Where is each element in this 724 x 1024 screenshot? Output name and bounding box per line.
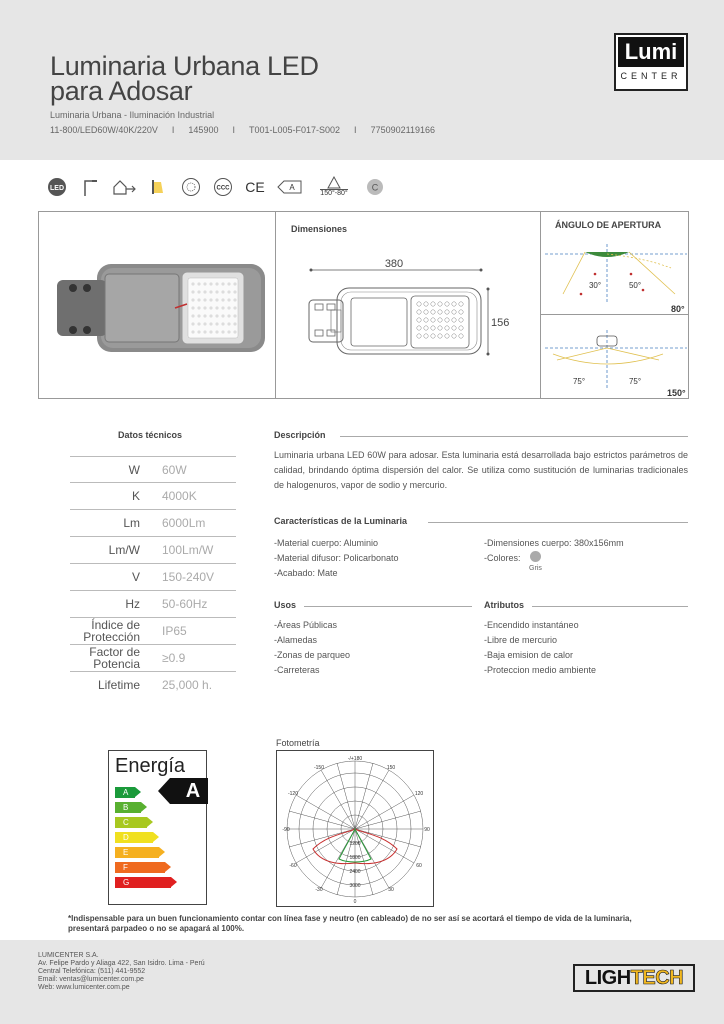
section-divider bbox=[532, 606, 688, 607]
descripcion-text: Luminaria urbana LED 60W para adosar. Esta luminaria está desarrollada bajo estrictos parámetros de calidad, brindando óptima dispersión del calor. Se utiliza como sustitución de luminarias tradicionales de halogenuros, vapor de sodio y mercurio. bbox=[274, 450, 688, 490]
caracteristicas-title: Características de la Luminaria bbox=[274, 516, 408, 526]
foto-label-top: -/+180 bbox=[347, 756, 363, 762]
installation-note bbox=[68, 914, 688, 934]
list-item: -Encendido instantáneo bbox=[484, 620, 579, 630]
energy-bar-d: D bbox=[115, 832, 153, 843]
energy-bar-e: E bbox=[115, 847, 159, 858]
divider bbox=[275, 212, 276, 398]
energy-title: Energía bbox=[115, 755, 186, 777]
spec-key: Lm bbox=[123, 516, 140, 530]
foto-label-bottom: 0 bbox=[353, 899, 357, 905]
logo-center: CENTER bbox=[620, 71, 682, 81]
foto-label-mr3: 60 bbox=[416, 863, 422, 869]
spec-key-line-2: Protección bbox=[83, 630, 140, 644]
atributos-title: Atributos bbox=[484, 600, 524, 610]
length-label: 380 bbox=[384, 258, 404, 270]
beam-angle-icon bbox=[315, 177, 353, 197]
angle-80-diagram bbox=[545, 238, 687, 306]
list-item: -Libre de mercurio bbox=[484, 635, 558, 645]
list-item: -Áreas Públicas bbox=[274, 620, 338, 630]
spec-value: 25,000 h. bbox=[162, 678, 213, 692]
table-row bbox=[70, 510, 236, 537]
foto-label-r2: 1800 bbox=[349, 855, 361, 861]
feature-icons bbox=[47, 171, 397, 203]
list-item: -Proteccion medio ambiente bbox=[484, 665, 597, 675]
spec-key-line-2: Potencia bbox=[93, 657, 140, 671]
logo-lumi: Lumi bbox=[618, 37, 684, 67]
spec-value: 100Lm/W bbox=[162, 543, 214, 557]
table-row bbox=[70, 483, 236, 510]
list-item: -Colores: bbox=[484, 553, 521, 563]
spec-key bbox=[89, 646, 140, 670]
spec-value: ≥0.9 bbox=[162, 651, 186, 665]
spec-key: Lifetime bbox=[97, 678, 140, 692]
foto-label-mr2: 90 bbox=[424, 827, 430, 833]
beam-angle-text: 150°-80° bbox=[320, 190, 348, 197]
company-web: Web: www.lumicenter.com.pe bbox=[38, 984, 130, 991]
dimensions-title: Dimensiones bbox=[291, 224, 348, 234]
spec-key: K bbox=[131, 489, 140, 503]
energy-bar-a: A bbox=[115, 787, 135, 798]
code-separator: I bbox=[232, 125, 235, 135]
foto-label-r4: 3000 bbox=[349, 883, 361, 889]
foto-label-r3: 2400 bbox=[349, 869, 361, 875]
foto-label-r1: 1200 bbox=[349, 841, 361, 847]
title-line-1: Luminaria Urbana LED bbox=[50, 51, 319, 81]
spec-value: 50-60Hz bbox=[162, 597, 208, 611]
led-icon bbox=[47, 177, 67, 197]
energy-class-badge: A bbox=[170, 778, 208, 804]
list-item: -Dimensiones cuerpo: 380x156mm bbox=[484, 538, 624, 548]
spec-key: V bbox=[131, 570, 140, 584]
ce-text: CE bbox=[245, 179, 265, 195]
list-item: -Baja emision de calor bbox=[484, 650, 574, 660]
color-name: Gris bbox=[529, 565, 542, 572]
usos-list bbox=[274, 618, 350, 678]
led-text: LED bbox=[50, 185, 64, 192]
table-row bbox=[70, 672, 236, 699]
foto-label-tl: -150 bbox=[313, 765, 325, 771]
spec-key: Hz bbox=[125, 597, 140, 611]
product-photo bbox=[47, 258, 267, 358]
spec-key: Lm/W bbox=[108, 543, 140, 557]
product-codes bbox=[50, 125, 435, 135]
energy-bar-b: B bbox=[115, 802, 141, 813]
caracteristicas-left bbox=[274, 536, 399, 581]
lumicenter-logo bbox=[614, 33, 688, 91]
angle-150-label: 150° bbox=[667, 388, 686, 398]
caracteristicas-right bbox=[484, 536, 624, 566]
street-pole-icon bbox=[79, 177, 99, 197]
code-ean: 7750902119166 bbox=[370, 125, 435, 135]
angle-80-label: 80° bbox=[671, 304, 685, 314]
ce-mark-icon bbox=[245, 177, 265, 197]
photometry-diagram bbox=[276, 750, 434, 907]
spec-value: 60W bbox=[162, 463, 187, 477]
section-divider bbox=[340, 436, 688, 437]
height-label: 156 bbox=[491, 317, 510, 329]
logo-tech: TECH bbox=[630, 967, 684, 989]
dimensions-drawing bbox=[301, 256, 510, 366]
datos-tecnicos-title: Datos técnicos bbox=[118, 430, 183, 440]
list-item: -Zonas de parqueo bbox=[274, 650, 351, 660]
led-chip-icon bbox=[181, 177, 201, 197]
product-title bbox=[50, 51, 319, 106]
datos-tecnicos-table bbox=[70, 456, 236, 699]
angle-title: ÁNGULO DE APERTURA bbox=[555, 220, 662, 230]
table-row bbox=[70, 456, 236, 483]
c-mark-text: C bbox=[371, 182, 379, 193]
energy-class-text: A bbox=[289, 183, 295, 192]
company-phone: Central Telefónica: (511) 441-9552 bbox=[38, 968, 146, 975]
list-item: -Acabado: Mate bbox=[274, 568, 338, 578]
footer bbox=[0, 940, 724, 1024]
note-line-2: presentará parpadeo o no se apagará al 100%. bbox=[68, 924, 245, 933]
section-divider bbox=[428, 522, 688, 523]
spec-value: IP65 bbox=[162, 624, 187, 638]
energy-bar-g: G bbox=[115, 877, 171, 888]
divider bbox=[540, 314, 689, 315]
energy-bar-f: F bbox=[115, 862, 165, 873]
foto-label-tr: 150 bbox=[386, 765, 396, 771]
angle-50-label: 50° bbox=[628, 281, 642, 290]
c-mark-icon bbox=[365, 177, 385, 197]
house-arrow-icon bbox=[111, 177, 137, 197]
title-line-2: para Adosar bbox=[50, 76, 193, 106]
table-row bbox=[70, 564, 236, 591]
spec-key bbox=[83, 619, 140, 643]
angle-150-diagram bbox=[545, 324, 687, 390]
color-swatch bbox=[530, 551, 541, 562]
angle-30-label: 30° bbox=[588, 281, 602, 290]
energy-label bbox=[108, 750, 207, 905]
list-item: -Material cuerpo: Aluminio bbox=[274, 538, 379, 548]
list-item: -Material difusor: Policarbonato bbox=[274, 553, 399, 563]
energy-bar-c: C bbox=[115, 817, 147, 828]
section-divider bbox=[304, 606, 472, 607]
header bbox=[0, 0, 724, 160]
spec-value: 6000Lm bbox=[162, 516, 206, 530]
spec-value: 4000K bbox=[162, 489, 197, 503]
company-info bbox=[38, 952, 205, 992]
company-address: Av. Felipe Pardo y Aliaga 422, San Isidro. Lima - Perú bbox=[38, 960, 205, 967]
code-separator: I bbox=[354, 125, 357, 135]
usos-title: Usos bbox=[274, 600, 297, 610]
spec-value: 150-240V bbox=[162, 570, 215, 584]
fotometria-title: Fotometría bbox=[276, 738, 320, 748]
wall-lamp-icon bbox=[149, 177, 169, 197]
atributos-list bbox=[484, 618, 596, 678]
product-subtitle: Luminaria Urbana - Iluminación Industrial bbox=[50, 110, 215, 120]
angle-75-right-label: 75° bbox=[628, 377, 642, 386]
spec-key: W bbox=[128, 463, 140, 477]
foto-label-br: 30 bbox=[388, 887, 394, 893]
foto-label-mr1: 120 bbox=[414, 791, 424, 797]
company-email: Email: ventas@lumicenter.com.pe bbox=[38, 976, 144, 983]
company-name: LUMICENTER S.A. bbox=[38, 952, 99, 959]
foto-label-bl: -30 bbox=[315, 887, 323, 893]
foto-label-ml3: -60 bbox=[289, 863, 297, 869]
divider bbox=[540, 212, 541, 398]
angle-75-left-label: 75° bbox=[572, 377, 586, 386]
code-model: 11-800/LED60W/40K/220V bbox=[50, 125, 158, 135]
code-sku: 145900 bbox=[188, 125, 219, 135]
descripcion-title: Descripción bbox=[274, 430, 326, 440]
foto-label-ml2: -90 bbox=[282, 827, 290, 833]
lightech-logo bbox=[573, 964, 695, 992]
table-row bbox=[70, 618, 236, 645]
table-row bbox=[70, 591, 236, 618]
product-panel bbox=[38, 211, 689, 399]
logo-ligh: LIGH bbox=[584, 967, 631, 989]
energy-class-icon bbox=[277, 177, 303, 197]
list-item: -Carreteras bbox=[274, 665, 320, 675]
ccc-cert-icon bbox=[213, 177, 233, 197]
spec-key-line-1: Índice de bbox=[91, 618, 140, 632]
table-row bbox=[70, 537, 236, 564]
spec-key-line-1: Factor de bbox=[89, 645, 140, 659]
ccc-text: CCC bbox=[216, 185, 230, 192]
foto-label-ml1: -120 bbox=[287, 791, 299, 797]
table-row bbox=[70, 645, 236, 672]
code-separator: I bbox=[171, 125, 175, 135]
code-ref: T001-L005-F017-S002 bbox=[248, 125, 341, 135]
note-line-1: *Indispensable para un buen funcionamiento contar con línea fase y neutro (en cableado) de no ser así se acortará el tiempo de vida de la luminaria, bbox=[68, 914, 632, 923]
list-item: -Alamedas bbox=[274, 635, 318, 645]
